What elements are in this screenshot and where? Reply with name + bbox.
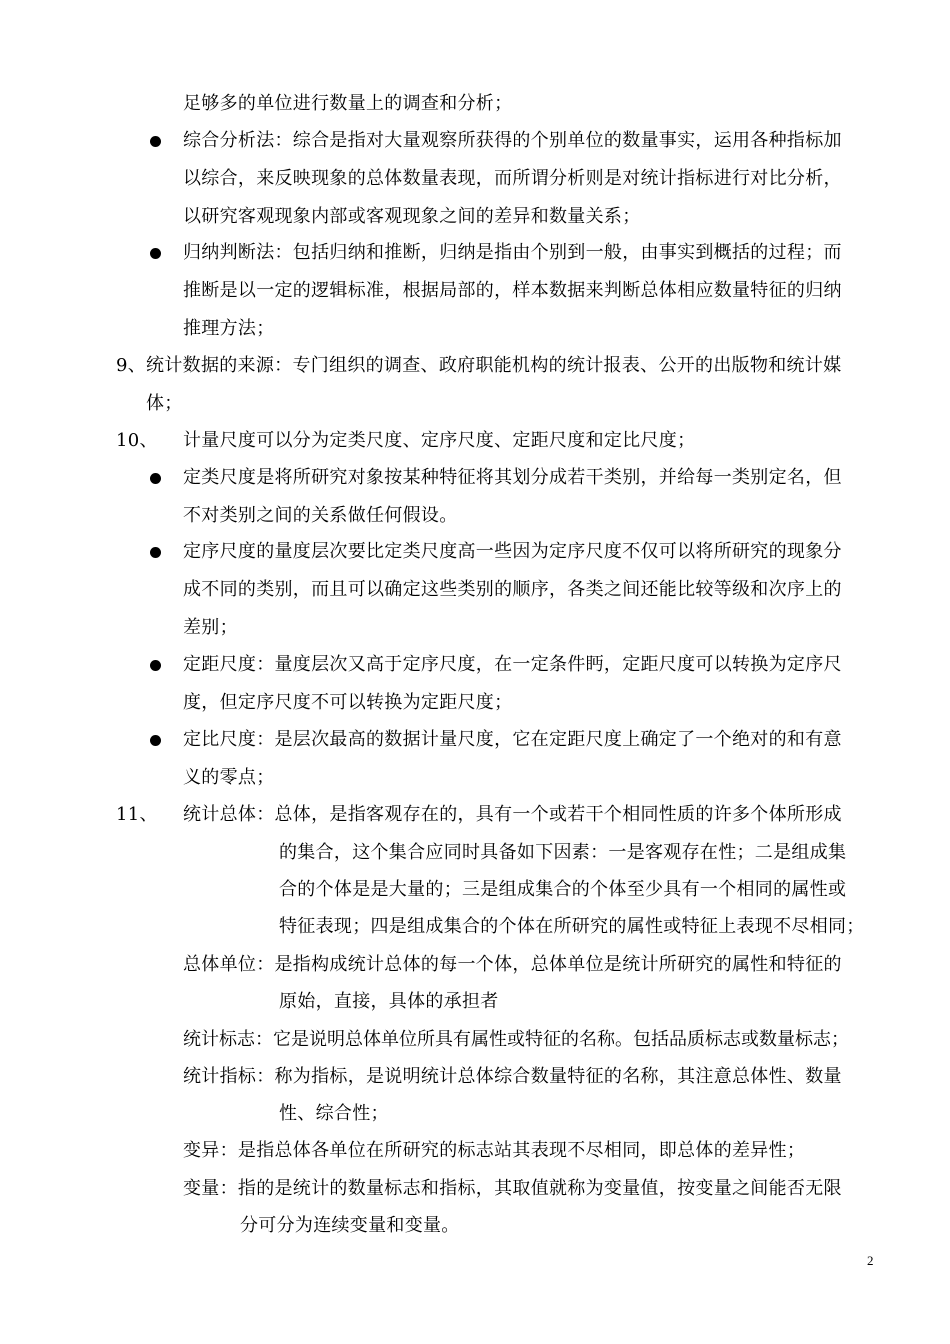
text-line: 计量尺度可以分为定类尺度、定序尺度、定距尺度和定比尺度；: [183, 430, 696, 451]
text-line: 定比尺度：是层次最高的数据计量尺度，它在定距尺度上确定了一个绝对的和有意: [183, 729, 842, 750]
text-line: 的集合，这个集合应同时具备如下因素：一是客观存在性；二是组成集: [279, 842, 847, 863]
bullet-icon: [150, 248, 161, 259]
text-line: 变异：是指总体各单位在所研究的标志站其表现不尽相同，即总体的差异性；: [183, 1140, 806, 1161]
text-line: 统计指标：称为指标，是说明统计总体综合数量特征的名称，其注意总体性、数量: [183, 1066, 842, 1087]
list-number: 10、: [116, 430, 158, 451]
text-line: 总体单位：是指构成统计总体的每一个体，总体单位是统计所研究的属性和特征的: [183, 954, 842, 975]
text-line: 统计标志：它是说明总体单位所具有属性或特征的名称。包括品质标志或数量标志；: [183, 1029, 849, 1050]
text-line: 推理方法；: [183, 318, 275, 339]
text-line: 定类尺度是将所研究对象按某种特征将其划分成若干类别，并给每一类别定名，但: [183, 467, 842, 488]
text-line: 推断是以一定的逻辑标准，根据局部的，样本数据来判断总体相应数量特征的归纳: [183, 280, 842, 301]
text-line: 性、综合性；: [279, 1103, 389, 1124]
text-line: 特征表现；四是组成集合的个体在所研究的属性或特征上表现不尽相同；: [279, 916, 865, 937]
text-line: 体；: [146, 393, 183, 414]
bullet-icon: [150, 473, 161, 484]
text-line: 原始，直接，具体的承担者: [279, 991, 499, 1012]
text-line: 定序尺度的量度层次要比定类尺度高一些因为定序尺度不仅可以将所研究的现象分: [183, 541, 842, 562]
text-line: 义的零点；: [183, 767, 275, 788]
bullet-icon: [150, 136, 161, 147]
text-line: 不对类别之间的关系做任何假设。: [183, 505, 458, 526]
text-line: 变量：指的是统计的数量标志和指标，其取值就称为变量值，按变量之间能否无限: [183, 1178, 842, 1199]
bullet-icon: [150, 547, 161, 558]
text-line: 差别；: [183, 617, 238, 638]
bullet-icon: [150, 735, 161, 746]
text-line: 分可分为连续变量和变量。: [240, 1215, 460, 1236]
list-number: 11、: [116, 804, 158, 825]
text-line: 成不同的类别，而且可以确定这些类别的顺序，各类之间还能比较等级和次序上的: [183, 579, 842, 600]
text-line: 综合分析法：综合是指对大量观察所获得的个别单位的数量事实，运用各种指标加: [183, 130, 842, 151]
text-line: 统计总体：总体，是指客观存在的，具有一个或若干个相同性质的许多个体所形成: [183, 804, 842, 825]
text-line: 合的个体是是大量的；三是组成集合的个体至少具有一个相同的属性或: [279, 879, 847, 900]
text-line: 以研究客观现象内部或客观现象之间的差异和数量关系；: [183, 206, 641, 227]
text-line: 9、统计数据的来源：专门组织的调查、政府职能机构的统计报表、公开的出版物和统计媒: [116, 355, 842, 376]
text-line: 足够多的单位进行数量上的调查和分析；: [183, 93, 513, 114]
text-line: 定距尺度：量度层次又高于定序尺度，在一定条件眄，定距尺度可以转换为定序尺: [183, 654, 842, 675]
text-line: 归纳判断法：包括归纳和推断，归纳是指由个别到一般，由事实到概括的过程；而: [183, 242, 842, 263]
text-line: 度，但定序尺度不可以转换为定距尺度；: [183, 692, 513, 713]
bullet-icon: [150, 660, 161, 671]
text-line: 以综合，来反映现象的总体数量表现，而所谓分析则是对统计指标进行对比分析，: [183, 168, 842, 189]
page-number: 2: [867, 1253, 874, 1268]
